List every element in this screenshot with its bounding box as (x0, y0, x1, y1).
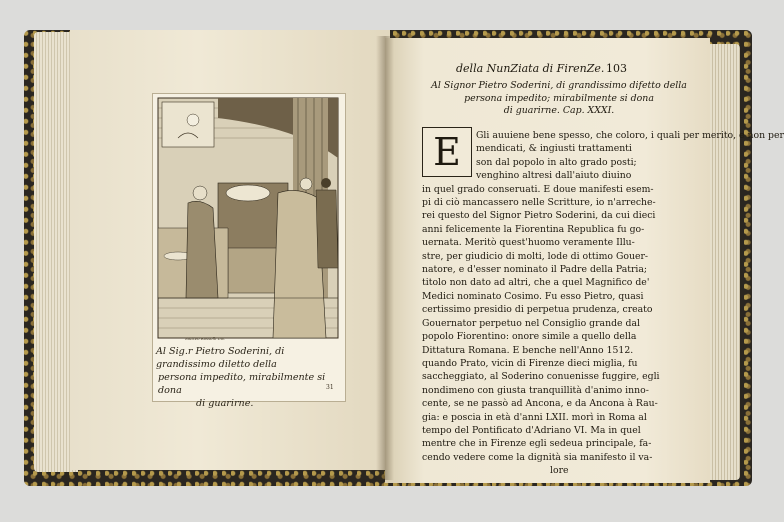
text-line: quando Prato, vicin di Firenze dieci miglia, fu (422, 357, 638, 369)
book-gutter (376, 36, 394, 480)
text-line: Dittatura Romana. E benche nell'Anno 1512. (422, 344, 634, 356)
title-line: Al Signor Pietro Soderini, di grandissimo difetto della (431, 80, 687, 91)
text-line: mendicati, & ingiusti trattamenti (476, 143, 632, 155)
title-line: persona impedito; mirabilmente si dona (464, 92, 654, 104)
text-line: tempo del Pontificato d'Adriano VI. Ma in quel (422, 424, 641, 436)
text-line: Medici nominato Cosimo. Fu esso Pietro, quasi (422, 290, 644, 302)
drop-cap-letter: E (433, 130, 461, 174)
text-line: mentre che in Firenze egli sedeua principale, fa- (422, 438, 652, 450)
text-line: nondimeno con giusta tranquillità d'animo inno- (422, 384, 649, 396)
body-text (422, 129, 784, 478)
text-line: uernata. Meritò quest'huomo veramente Illu- (422, 237, 635, 249)
text-line: Gouernator perpetuo nel Consiglio grande dal (422, 317, 640, 329)
text-line: in quel grado conseruati. E doue manifesti esem- (422, 183, 654, 195)
text-line: titolo non dato ad altri, che a quel Magnifico de' (422, 277, 650, 289)
text-line: pi di ciò mancassero nelle Scritture, io n'arreche- (422, 197, 656, 209)
text-line: son dal popolo in alto grado posti; (476, 156, 637, 168)
plate-number: 31 (326, 384, 334, 391)
title-line: di guarirne. Cap. XXXI. (503, 105, 615, 116)
caption-line: persona impedito, mirabilmente si dona (158, 372, 326, 396)
text-line: cendo vedere come la dignità sia manifesto il va- (422, 451, 653, 463)
text-line: popolo Fiorentino: onore simile a quello della (422, 331, 637, 343)
text-line: rei questo del Signor Pietro Soderini, da cui dieci (422, 210, 656, 222)
running-header: della NunZiata di FirenZe. (456, 62, 605, 75)
text-line: venghino altresi dall'aiuto diuino (476, 170, 632, 182)
text-line: lore (550, 465, 569, 477)
caption-line: Al Sig.r Pietro Soderini, di grandissimo diletto della (156, 346, 285, 370)
text-line: stre, per giudicio di molti, lode di ottimo Gouer- (422, 250, 649, 262)
caption-line: di guarirne. (196, 398, 254, 409)
page-number: 103 (606, 62, 627, 75)
text-line: cente, se ne passò ad Ancona, e da Ancona à Rau- (422, 398, 658, 410)
text-line: certissimo presidio di perpetua prudenza, creato (422, 304, 653, 316)
text-line: gia: e poscia in età d'anni LXII. morì in Roma al (422, 411, 647, 423)
engraving-illustration (158, 98, 338, 338)
text-line: saccheggiato, al Soderino conuenisse fuggire, egli (422, 371, 660, 383)
engraver-signature: Matteo Rosselli Inv. (185, 336, 225, 341)
text-line: Gli auuiene bene spesso, che coloro, i quali per merito, e non per (476, 130, 784, 141)
text-line: anni felicemente la Fiorentina Republica fu go- (422, 223, 645, 235)
plate-caption (156, 345, 342, 410)
chapter-title (413, 80, 705, 118)
text-line: natore, e d'esser nominato il Padre della Patria; (422, 264, 648, 276)
